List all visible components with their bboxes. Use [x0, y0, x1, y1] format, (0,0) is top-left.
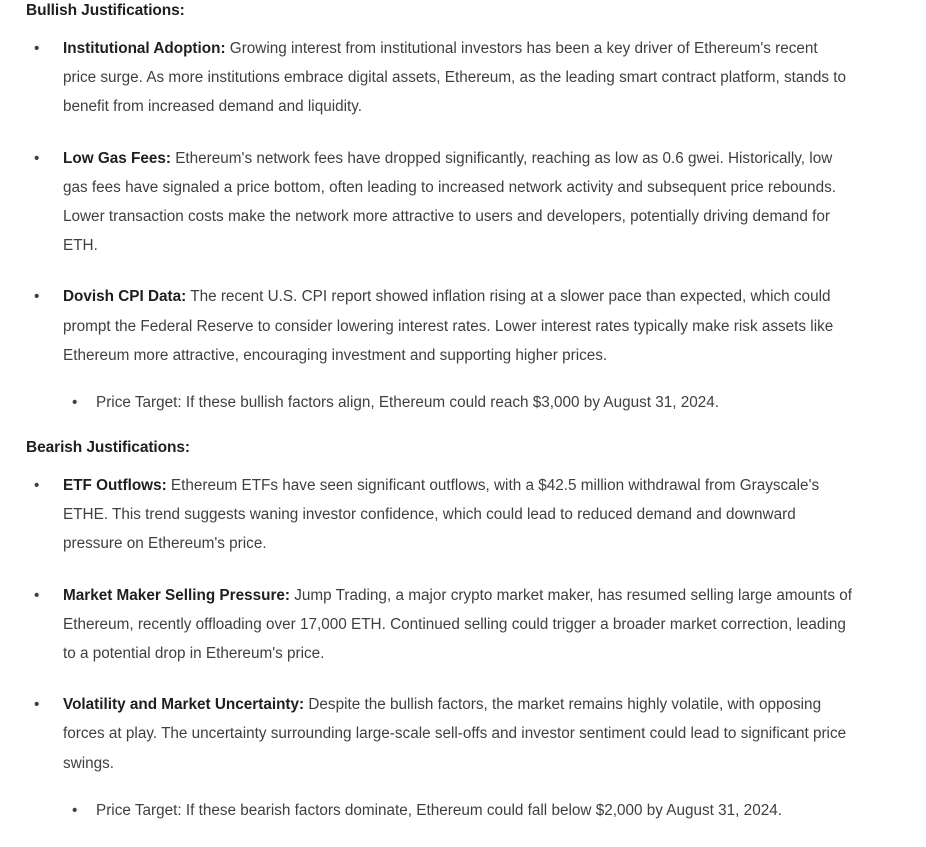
bearish-section-heading: Bearish Justifications:: [26, 439, 190, 456]
bullet-marker-icon: •: [34, 288, 40, 306]
list-item-lead: Low Gas Fees:: [63, 149, 171, 167]
bullet-marker-icon: •: [34, 40, 40, 57]
bearish-justification-list: [0, 471, 926, 847]
price-target-body-after: by August 31, 2024.: [642, 801, 782, 819]
list-item-body: The recent U.S. CPI report showed inflation rising at a slower pace than expected, which could prompt the Federal Reserve to consider lowering interest rates. Lower interest rates typically make risk assets like Ethereum more attractive, encouraging investment and supporting higher prices.: [63, 288, 834, 364]
list-item: [0, 581, 861, 669]
price-target-value: $2,000: [595, 801, 643, 819]
bullish-price-target-wrapper: [0, 388, 853, 417]
bullish-price-target-list: [63, 388, 853, 417]
price-target-lead: Price Target:: [96, 394, 182, 412]
sub-list-item: [63, 388, 853, 417]
bullish-justification-list: [0, 34, 926, 439]
bearish-price-target-list: [63, 796, 853, 825]
bullet-marker-icon: •: [34, 586, 40, 604]
list-item-lead: Volatility and Market Uncertainty:: [63, 696, 305, 714]
price-target-body-after: by August 31, 2024.: [579, 394, 720, 412]
bullet-marker-icon: •: [34, 149, 40, 167]
price-target-body-before: If these bullish factors align, Ethereum could reach: [181, 394, 533, 412]
sub-bullet-marker-icon: •: [72, 394, 78, 412]
list-item-lead: Market Maker Selling Pressure:: [63, 586, 291, 604]
list-item: [0, 471, 861, 559]
list-item: [0, 690, 861, 778]
list-item: [0, 282, 861, 370]
list-item-lead: Dovish CPI Data:: [63, 288, 187, 306]
price-target-body-before: If these bearish factors dominate, Ethereum could fall below: [181, 801, 596, 819]
list-item-body: Despite the bullish factors, the market remains highly volatile, with opposing forces at play. The uncertainty surrounding large-scale sell-offs and investor sentiment could lead to significant price swings.: [63, 696, 847, 772]
list-item-lead: ETF Outflows:: [63, 477, 167, 494]
price-target-lead: Price Target:: [96, 801, 182, 819]
bullet-marker-icon: •: [34, 477, 40, 494]
list-item-body: Jump Trading, a major crypto market maker, has resumed selling large amounts of Ethereum, recently offloading over 17,000 ETH. Continued selling could trigger a broader market correction, leading to a potential drop in Ethereum's price.: [63, 586, 852, 663]
list-item-body: Growing interest from institutional investors has been a key driver of Ethereum's recent price surge. As more institutions embrace digital assets, Ethereum, as the leading smart contract platform, stands to benefit from increased demand and liquidity.: [63, 40, 847, 116]
list-item-body: Ethereum's network fees have dropped significantly, reaching as low as 0.6 gwei. Historically, low gas fees have signaled a price bottom, often leading to increased network activity and subsequent price rebounds. Lower transaction costs make the network more attractive to users and developers, potentially driving demand for ETH.: [63, 149, 836, 255]
list-item-lead: Institutional Adoption:: [63, 40, 226, 57]
price-target-value: $3,000: [532, 394, 580, 412]
bullish-section-heading: Bullish Justifications:: [26, 2, 185, 19]
bullet-marker-icon: •: [34, 696, 40, 714]
sub-bullet-marker-icon: •: [72, 801, 78, 819]
list-item: [0, 34, 861, 122]
list-item: [0, 144, 861, 261]
sub-list-item: [63, 796, 853, 825]
list-item-body: Ethereum ETFs have seen significant outflows, with a $42.5 million withdrawal from Grayscale's ETHE. This trend suggests waning investor confidence, which could lead to reduced demand and downward pressure on Ethereum's price.: [63, 477, 820, 553]
bearish-price-target-wrapper: [0, 796, 853, 825]
